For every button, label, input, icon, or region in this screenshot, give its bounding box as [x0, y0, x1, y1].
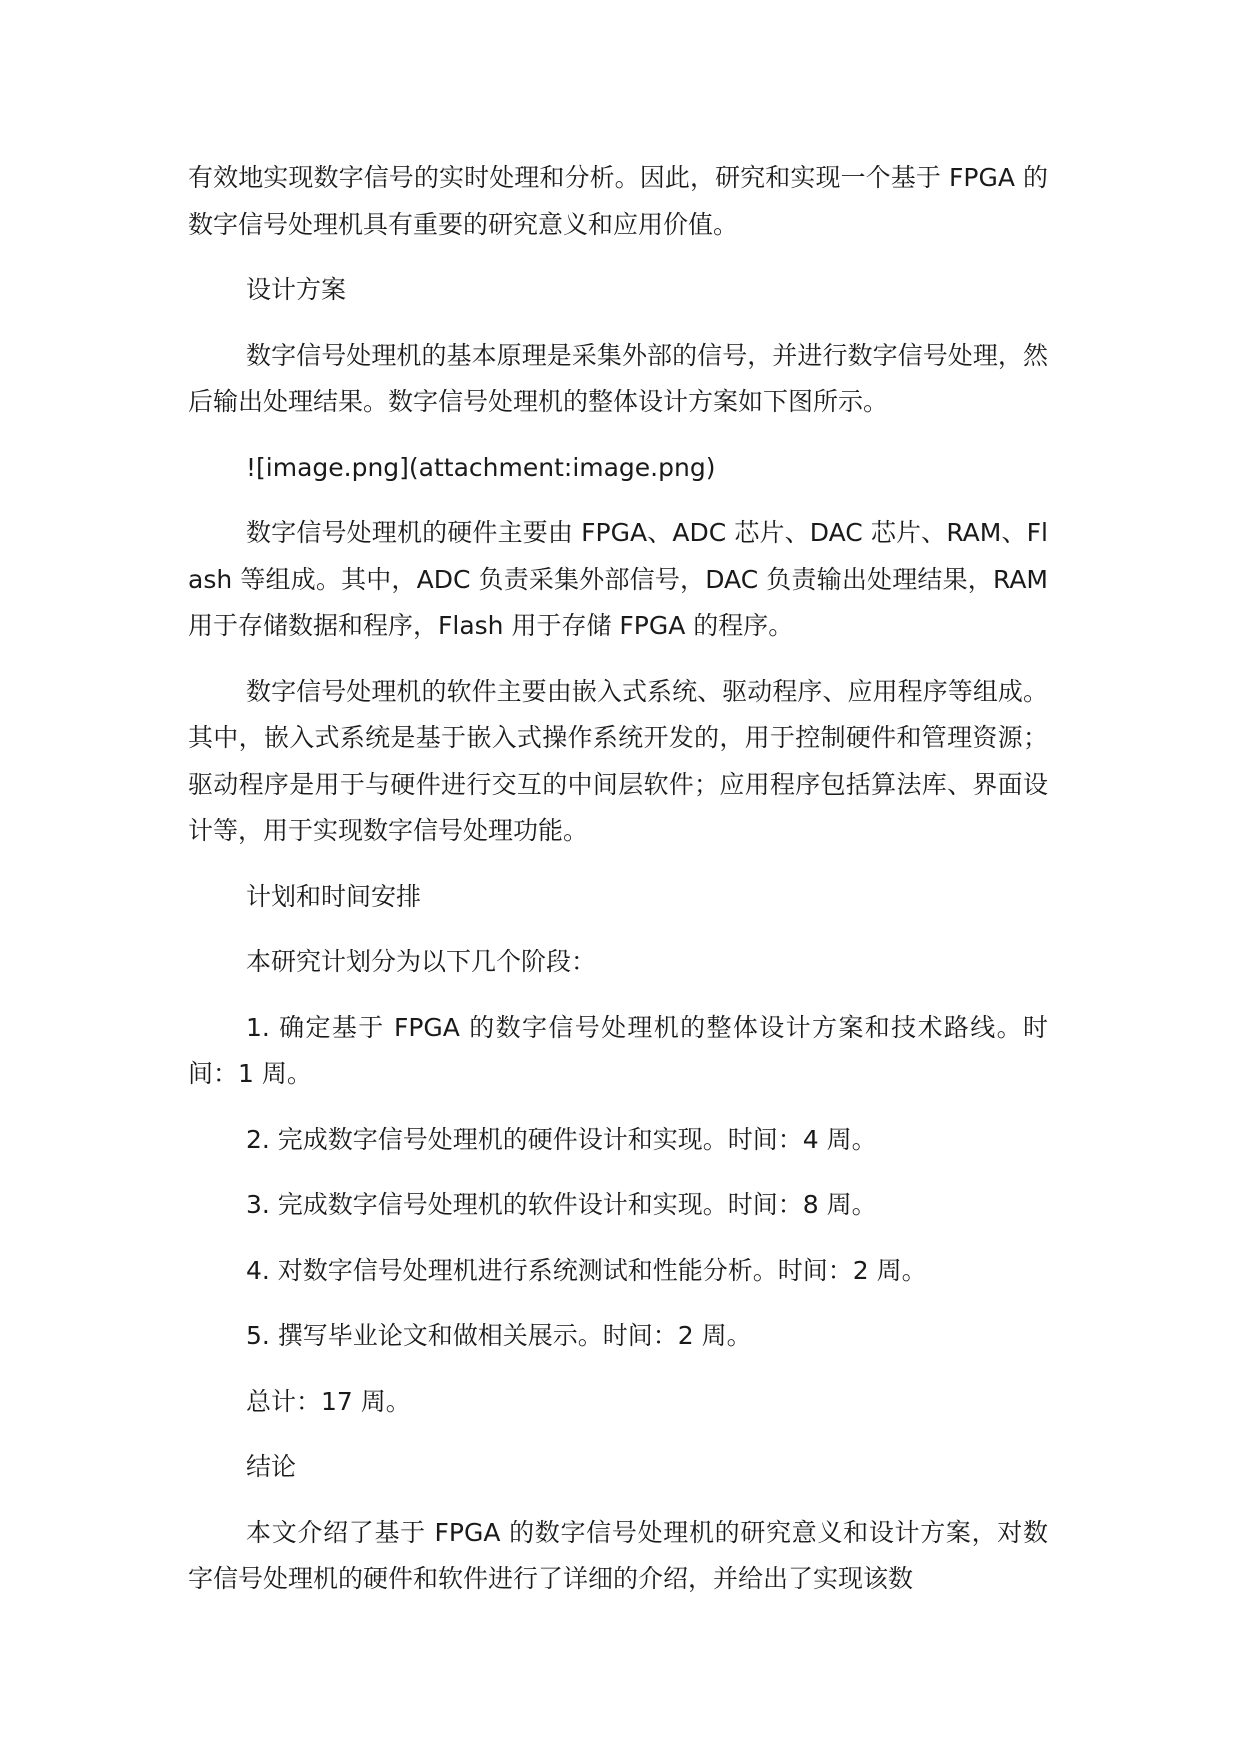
list-item-stage-4: 4. 对数字信号处理机进行系统测试和性能分析。时间：2 周。	[246, 1255, 927, 1285]
image-placeholder-text: ![image.png](attachment:image.png)	[246, 452, 716, 482]
paragraph-schedule-intro: 本研究计划分为以下几个阶段：	[246, 947, 597, 976]
list-item-stage-1: 1. 确定基于 FPGA 的数字信号处理机的整体设计方案和技术路线。时间：1 周。	[188, 1012, 1048, 1088]
document-body	[188, 155, 1048, 1622]
heading-design-plan: 设计方案	[246, 275, 347, 304]
heading-conclusion: 结论	[246, 1452, 297, 1481]
paragraph-intro-continued: 有效地实现数字信号的实时处理和分析。因此，研究和实现一个基于 FPGA 的数字信号处理机具有重要的研究意义和应用价值。	[188, 163, 1048, 239]
paragraph-design-principle: 数字信号处理机的基本原理是采集外部的信号，并进行数字信号处理，然后输出处理结果。数字信号处理机的整体设计方案如下图所示。	[188, 340, 1048, 416]
list-item-stage-5: 5. 撰写毕业论文和做相关展示。时间：2 周。	[246, 1321, 752, 1350]
paragraph-conclusion: 本文介绍了基于 FPGA 的数字信号处理机的研究意义和设计方案，对数字信号处理机的硬件和软件进行了详细的介绍，并给出了实现该数	[188, 1517, 1048, 1593]
paragraph-software: 数字信号处理机的软件主要由嵌入式系统、驱动程序、应用程序等组成。其中，嵌入式系统是基于嵌入式操作系统开发的，用于控制硬件和管理资源；驱动程序是用于与硬件进行交互的中间层软件；应用程序包括算法库、界面设计等，用于实现数字信号处理功能。	[188, 676, 1048, 845]
heading-schedule: 计划和时间安排	[246, 881, 422, 911]
paragraph-total: 总计：17 周。	[246, 1386, 411, 1416]
list-item-stage-2: 2. 完成数字信号处理机的硬件设计和实现。时间：4 周。	[246, 1124, 877, 1154]
paragraph-hardware: 数字信号处理机的硬件主要由 FPGA、ADC 芯片、DAC 芯片、RAM、Flash 等组成。其中，ADC 负责采集外部信号，DAC 负责输出处理结果，RAM 用于存储数据和程序，Flash 用于存储 FPGA 的程序。	[188, 518, 1048, 640]
list-item-stage-3: 3. 完成数字信号处理机的软件设计和实现。时间：8 周。	[246, 1190, 877, 1219]
